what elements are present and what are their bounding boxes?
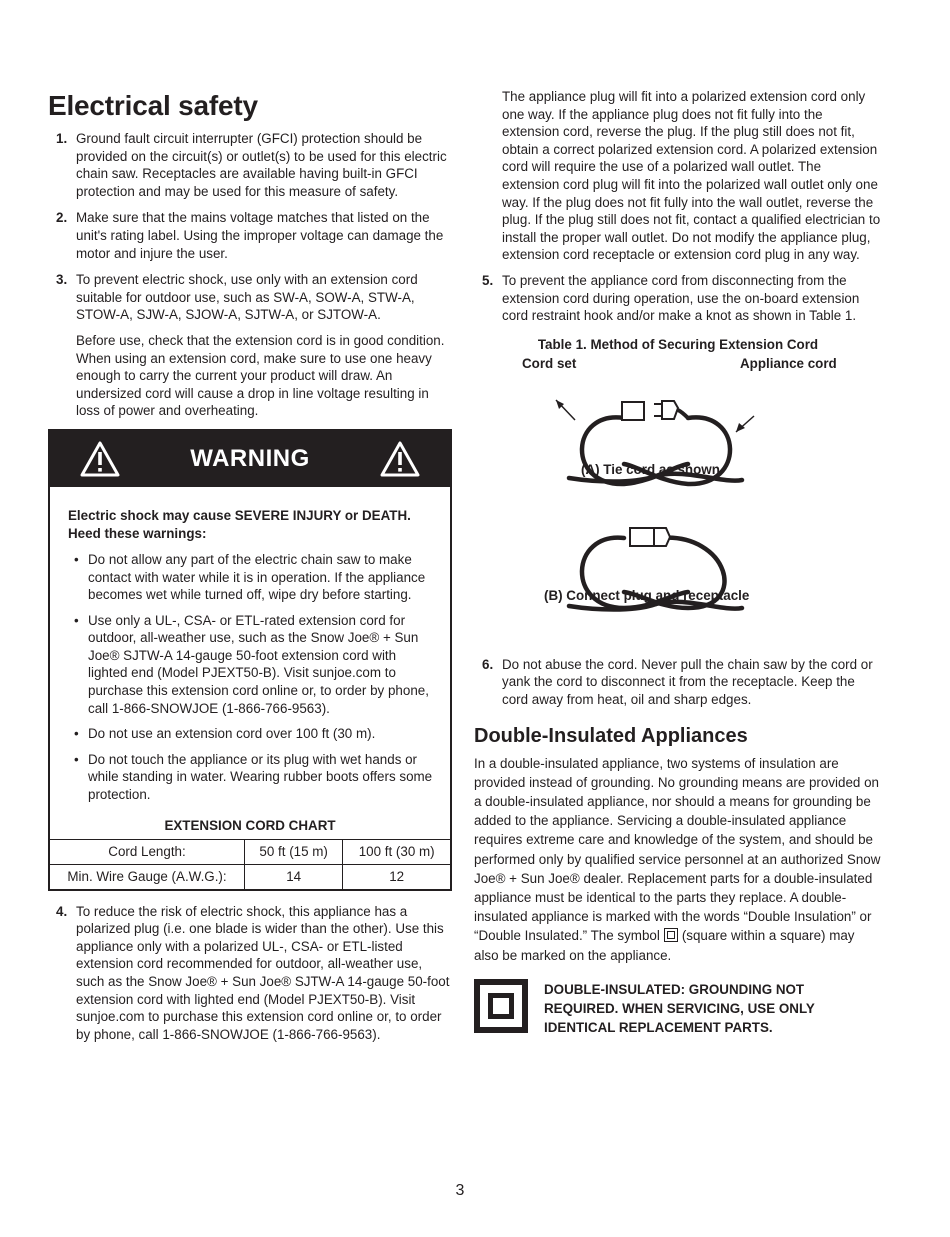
table-cell: Cord Length: xyxy=(50,839,245,864)
warning-triangle-icon xyxy=(80,441,120,477)
item-text-continued: Before use, check that the extension cord is in good condition. When using an extension cord, make sure to use one heavy enough to carry the current your product will draw. An undersized cord will cause a drop in line voltage resulting in loss of power and overheating. xyxy=(76,332,445,419)
table-cell: 50 ft (15 m) xyxy=(245,839,343,864)
item-3-continued-text: The appliance plug will fit into a polarized extension cord only one way. If the appliance plug does not fit fully into the extension cord, reverse the plug. If the plug still does not fit, obtain a correct polarized extension cord. A polarized extension cord will require the use of a polarized wall outlet. The extension cord plug will fit into the polarized wall outlet only one way. If the plug does not fit fully into the wall outlet, reverse the plug. If the plug still does not fit, contact a qualified electrician to install the proper wall outlet. Do not modify the appliance plug, extension cord receptacle or extension cord plug in any way. xyxy=(502,89,881,263)
warning-title: WARNING xyxy=(190,444,310,472)
double-insulated-text xyxy=(474,754,882,965)
warning-bullets xyxy=(50,551,450,804)
double-insulated-text-b: (square within a square) may also be marked on the appliance. xyxy=(474,928,855,963)
item-number: 5. xyxy=(482,272,494,288)
item-text: To prevent electric shock, use only with an extension cord suitable for outdoor use, such as SW-A, SOW-A, STW-A, STOW-A, SJW-A, SJOW-A, SJTW-A, or SJTOW-A. xyxy=(76,272,418,323)
warning-header xyxy=(50,431,450,487)
left-column xyxy=(48,88,452,1052)
caption-a: (A) Tie cord as shown xyxy=(581,461,720,477)
item-text: Ground fault circuit interrupter (GFCI) protection should be provided on the circuit(s) or outlet(s) to be used for this electric chain saw. Receptacles are available having built-in GFCI protection and may be used for this measure of safety. xyxy=(76,131,447,199)
caption-b: (B) Connect plug and receptacle xyxy=(544,587,750,603)
table-cell: 14 xyxy=(245,864,343,889)
table-row xyxy=(50,839,450,864)
cord-set-label: Cord set xyxy=(522,355,577,371)
table-row xyxy=(50,864,450,889)
safety-list xyxy=(48,130,452,420)
receptacle-icon xyxy=(622,402,644,420)
item-number: 4. xyxy=(56,903,68,919)
list-item xyxy=(48,271,452,420)
connected-plug-icon xyxy=(630,528,654,546)
double-insulated-notice xyxy=(474,979,882,1038)
item-text: To prevent the appliance cord from disconnecting from the extension cord during operation, use the on-board extension cord restraint hook and/or make a knot as shown in Table 1. xyxy=(502,272,860,324)
warning-triangle-icon xyxy=(380,441,420,477)
warning-box xyxy=(48,429,452,891)
item-number: 3. xyxy=(56,272,68,288)
right-column xyxy=(474,88,882,1037)
double-insulated-title: Double-Insulated Appliances xyxy=(474,724,748,747)
page-number: 3 xyxy=(455,1182,465,1199)
item-text: To reduce the risk of electric shock, this appliance has a polarized plug (i.e. one blade is wider than the other). Use this appliance only with a polarized UL-, CSA- or ETL-listed extension cord recommended for outdoor, all-weather use, such as the Snow Joe® + Sun Joe® SJTW-A 14-gauge 50-foot extension cord with lighted end (Model PJEXT50-B). Visit sunjoe.com to purchase this extension cord online or, to order by phone, call 1-866-SNOWJOE (1-866-766-9563). xyxy=(76,903,450,1042)
cord-securing-diagram xyxy=(474,356,882,652)
item-text: Make sure that the mains voltage matches that listed on the unit's rating label. Using the improper voltage can damage the motor and injure the user. xyxy=(76,210,444,261)
item-number: 2. xyxy=(56,210,68,226)
warning-lead: Electric shock may cause SEVERE INJURY or DEATH. Heed these warnings: xyxy=(68,507,411,541)
plug-icon xyxy=(654,401,688,419)
list-item xyxy=(48,903,452,1044)
extension-cord-chart xyxy=(50,839,450,889)
list-item xyxy=(48,209,452,262)
warning-bullet: • Do not touch the appliance or its plug with wet hands or while standing in water. Wearing rubber boots offers some protection. xyxy=(70,751,438,804)
item-text: Do not abuse the cord. Never pull the chain saw by the cord or yank the cord to disconnect it from the receptacle. Keep the cord away from heat, oil and sharp edges. xyxy=(502,656,873,707)
double-insulated-symbol-icon xyxy=(664,928,678,942)
list-item xyxy=(474,272,882,325)
double-insulated-text-a: In a double-insulated appliance, two systems of insulation are provided instead of grounding. No grounding means are provided on a double-insulated appliance, nor should a means for grounding be added to the appliance. Servicing a double-insulated appliance requires extreme care and knowledge of the system, and should be performed only by qualified service personnel at an authorized Snow Joe® + Sun Joe® dealer. Replacement parts for a double-insulated appliance must be identical to the parts they replace. A double-insulated appliance is marked with the words “Double Insulation” or “Double Insulated.” The symbol xyxy=(474,755,881,944)
table-cell: 12 xyxy=(343,864,450,889)
item-number: 1. xyxy=(56,131,68,146)
cord-knot-illustration xyxy=(474,356,882,652)
list-item xyxy=(474,656,882,709)
warning-bullet: • Do not allow any part of the electric chain saw to make contact with water while it is in operation. If the appliance becomes wet while turned off, wipe dry before starting. xyxy=(70,551,438,604)
double-insulated-notice-text: DOUBLE-INSULATED: GROUNDING NOT REQUIRED. WHEN SERVICING, USE ONLY IDENTICAL REPLACEMENT PARTS. xyxy=(544,981,815,1036)
extension-cord-chart-title: EXTENSION CORD CHART xyxy=(164,817,336,833)
section-title: Electrical safety xyxy=(48,90,258,121)
warning-bullet: • Do not use an extension cord over 100 ft (30 m). xyxy=(70,725,438,743)
list-item xyxy=(48,130,452,200)
table-title: Table 1. Method of Securing Extension Cord xyxy=(537,336,819,352)
double-insulated-symbol-icon xyxy=(474,979,528,1033)
table-cell: Min. Wire Gauge (A.W.G.): xyxy=(50,864,245,889)
table-cell: 100 ft (30 m) xyxy=(343,839,450,864)
appliance-cord-label: Appliance cord xyxy=(740,355,837,371)
item-number: 6. xyxy=(482,656,494,672)
warning-body xyxy=(50,487,450,889)
warning-bullet: • Use only a UL-, CSA- or ETL-rated extension cord for outdoor, all-weather use, such as the Snow Joe® + Sun Joe® SJTW-A 14-gauge 50-foot extension cord with lighted end (Model PJEXT50-B). Visit sunjoe.com to purchase this extension cord online or, to order by phone, call 1-866-SNOWJOE (1-866-766-9563). xyxy=(70,612,438,718)
